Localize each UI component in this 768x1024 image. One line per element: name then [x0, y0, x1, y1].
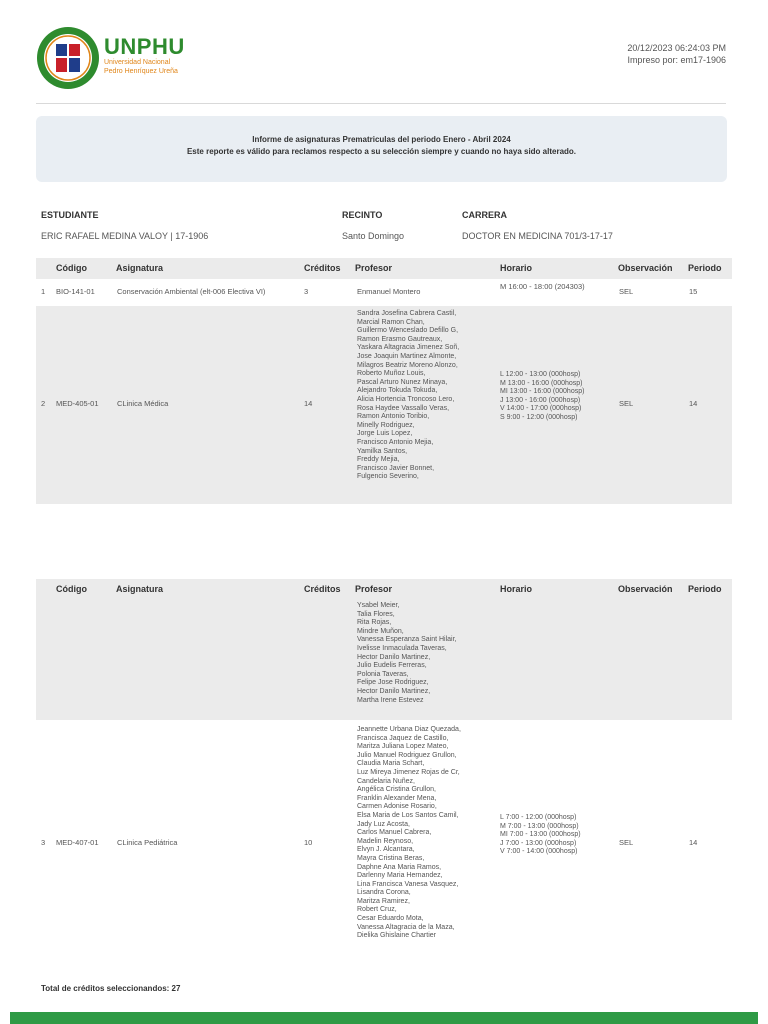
brand-subtitle-2: Pedro Henríquez Ureña [104, 68, 178, 75]
row-professors: Sandra Josefina Cabrera Castil, Marcial Ramon Chan, Guillermo Wenceslado Defillo G, Ramon Erasmo Gautreaux, Yaskara Altagracia Jimenez Soñ, Jose Joaquin Martinez Almonte, Milagros Beatriz Moreno Alonzo, Roberto Muñoz Louis, Pascal Arturo Nunez Minaya, Alejandro Tokuda Tokuda, Alicia Hortencia Troncoso Lero, Rosa Haydee Vassallo Veras, Ramon Antonio Toribio, Minelly Rodriguez, Jorge Luis Lopez, Francisco Antonio Mejia, Yamilka Santos, Freddy Mejia, Francisco Javier Bonnet, Fulgencio Severino, [357, 310, 460, 481]
col-observation: Observación [618, 584, 673, 594]
row-subject: CLinica Médica [117, 399, 169, 408]
report-notice [36, 116, 727, 182]
col-period: Periodo [688, 263, 722, 273]
notice-line-1: Informe de asignaturas Prematriculas del periodo Enero - Abril 2024 [252, 135, 511, 144]
row-subject: CLinica Pediátrica [117, 838, 178, 847]
notice-line-2: Este reporte es válido para reclamos respecto a su selección siempre y cuando no haya sido alterado. [186, 147, 577, 156]
print-datetime: 20/12/2023 06:24:03 PM [627, 43, 726, 53]
col-observation: Observación [618, 263, 673, 273]
col-subject: Asignatura [116, 584, 164, 594]
col-code: Código [56, 584, 87, 594]
col-credits: Créditos [304, 584, 341, 594]
row-schedule: L 7:00 - 12:00 (000hosp) M 7:00 - 13:00 (000hosp) MI 7:00 - 13:00 (000hosp) J 7:00 - 13:00 (000hosp) V 7:00 - 14:00 (000hosp) [500, 814, 581, 856]
row-professors: Ysabel Meier, Talia Flores, Rita Rojas, Mindre Muñon, Vanessa Esperanza Saint Hilair, Ivelisse Inmaculada Taveras, Hector Danilo Martinez, Julio Eudelis Ferreras, Polonia Taveras, Felipe Jose Rodriguez, Hector Danilo Martinez, Martha Irene Estevez [357, 602, 457, 704]
col-professor: Profesor [355, 584, 393, 594]
row-number: 2 [41, 399, 46, 408]
col-subject: Asignatura [116, 263, 164, 273]
row-observation: SEL [619, 399, 634, 408]
row-number: 3 [41, 838, 46, 847]
brand-name: UNPHU [104, 34, 185, 59]
footer-bar [10, 1012, 758, 1024]
table-row-continued [36, 600, 732, 720]
row-period: 14 [689, 838, 698, 847]
printed-by: Impreso por: em17-1906 [627, 55, 726, 65]
row-observation: SEL [619, 838, 634, 847]
row-code: MED-407-01 [56, 838, 99, 847]
campus-value: Santo Domingo [342, 231, 405, 241]
brand-subtitle-1: Universidad Nacional [104, 59, 171, 66]
total-credits: Total de créditos seleccionandos: 27 [41, 984, 181, 993]
career-label: CARRERA [462, 210, 507, 220]
campus-label: RECINTO [342, 210, 383, 220]
row-code: MED-405-01 [56, 399, 99, 408]
print-info [627, 42, 726, 66]
row-observation: SEL [619, 287, 634, 296]
row-subject: Conservación Ambiental (elt-006 Electiva VI) [117, 287, 266, 296]
row-period: 15 [689, 287, 698, 296]
student-label: ESTUDIANTE [41, 210, 99, 220]
row-schedule: M 16:00 - 18:00 (204303) [500, 282, 585, 291]
row-credits: 14 [304, 399, 313, 408]
brand-block [104, 36, 185, 76]
col-schedule: Horario [500, 584, 533, 594]
row-number: 1 [41, 287, 46, 296]
table-row [36, 722, 732, 966]
row-schedule: L 12:00 - 13:00 (000hosp) M 13:00 - 16:00 (000hosp) MI 13:00 - 16:00 (000hosp) J 13:00 - 16:00 (000hosp) V 14:00 - 17:00 (000hosp) S 9:00 - 12:00 (000hosp) [500, 371, 585, 421]
row-credits: 3 [304, 287, 309, 296]
table-header [36, 258, 732, 279]
table-header-continued [36, 579, 732, 600]
university-seal-logo [36, 24, 100, 92]
career-value: DOCTOR EN MEDICINA 701/3-17-17 [462, 231, 613, 241]
col-professor: Profesor [355, 263, 393, 273]
col-credits: Créditos [304, 263, 341, 273]
row-code: BIO-141-01 [56, 287, 95, 296]
row-professors: Jeannette Urbana Diaz Quezada, Francisca Jaquez de Castillo, Maritza Juliana Lopez Mateo, Julio Manuel Rodriguez Grullon, Claudia Maria Schart, Luz Mireya Jimenez Rojas de Cr, Candelaria Nuñez, Angélica Cristina Grullon, Franklin Alexander Mena, Carmen Adonise Rosario, Elsa Maria de Los Santos Camil, Jady Luz Acosta, Carlos Manuel Cabrera, Madelin Reynoso, Elvyn J. Alcantara, Mayra Cristina Beras, Daphne Ana Maria Ramos, Darlenny Maria Hernandez, Lina Francisca Vanesa Vasquez, Lisandra Corona, Maritza Ramirez, Robert Cruz, Cesar Eduardo Mota, Vanessa Altagracia de la Maza, Dielika Ghislaine Chartier [357, 726, 461, 940]
table-row [36, 306, 732, 504]
table-row [36, 279, 732, 306]
student-value: ERIC RAFAEL MEDINA VALOY | 17-1906 [41, 231, 209, 241]
col-code: Código [56, 263, 87, 273]
row-credits: 10 [304, 838, 313, 847]
header-divider [36, 103, 726, 104]
col-schedule: Horario [500, 263, 533, 273]
row-period: 14 [689, 399, 698, 408]
col-period: Periodo [688, 584, 722, 594]
row-professor: Enmanuel Montero [357, 287, 421, 296]
